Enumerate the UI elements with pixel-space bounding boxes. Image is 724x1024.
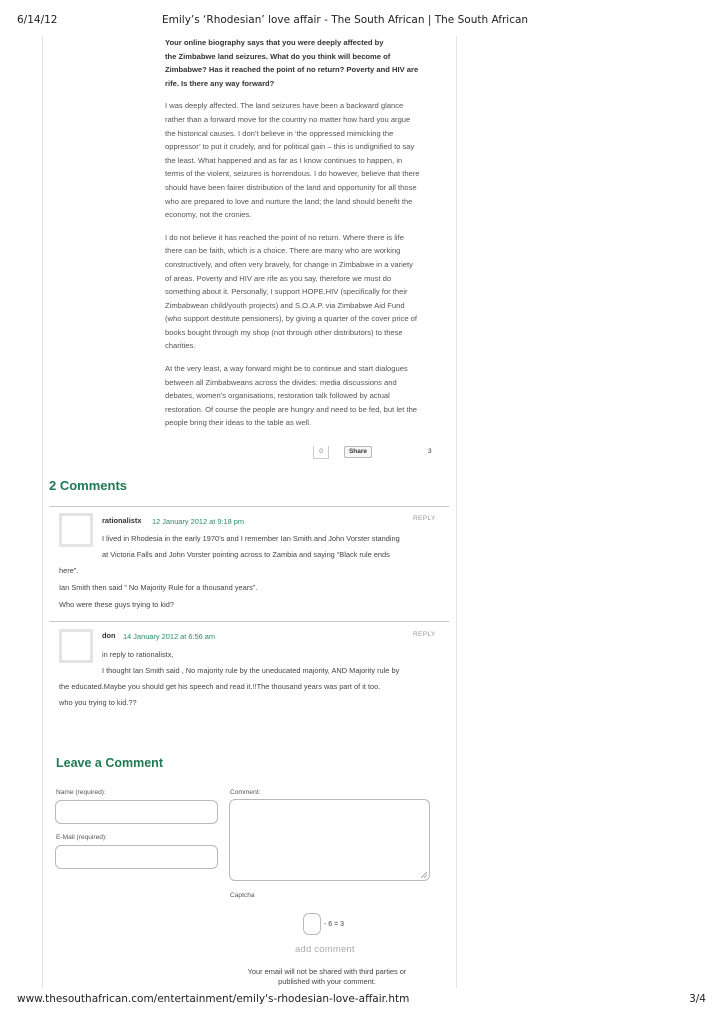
captcha-label: Captcha bbox=[230, 892, 255, 899]
answer-paragraph bbox=[165, 99, 443, 221]
comment-text-line: at Victoria Falls and John Vorster pointing across to Zambia and saying “Black rule ends bbox=[102, 550, 390, 559]
question-line: the Zimbabwe land seizures. What do you think will become of bbox=[165, 51, 391, 61]
reply-button[interactable]: REPLY bbox=[413, 631, 436, 638]
answer-paragraph bbox=[165, 362, 443, 430]
answer-line: the historical causes. I don’t believe in ‘the oppressed mimicking the bbox=[165, 128, 394, 138]
add-comment-button[interactable]: add comment bbox=[295, 944, 355, 955]
answer-line: Zimbabwean child/youth projects) and S.O.A.P. via Zimbabwe Aid Fund bbox=[165, 300, 405, 310]
answer-line: the least. What happened and as far as I know continues to happen, in bbox=[165, 155, 403, 165]
answer-line: (who support destitute pensioners), by giving a quarter of the cover price of bbox=[165, 314, 417, 324]
answer-line: terms of the violent, seizures is horrendous. I do however, believe that there bbox=[165, 169, 420, 179]
comment-text-line: here”. bbox=[59, 566, 79, 575]
answer-line: there can be faith, which is a choice. There are many who are working bbox=[165, 246, 401, 256]
captcha-equation: - 6 = 3 bbox=[324, 921, 345, 928]
share-button[interactable]: Share bbox=[344, 446, 372, 458]
answer-line: constructively, and often very bravely, for change in Zimbabwe in a variety bbox=[165, 259, 413, 269]
resize-grip-icon[interactable] bbox=[421, 872, 427, 878]
avatar bbox=[59, 629, 93, 663]
answer-line: I do not believe it has reached the point of no return. Where there is life bbox=[165, 232, 404, 242]
captcha-input[interactable] bbox=[303, 913, 321, 935]
answer-line: people bring their ideas to the table as well. bbox=[165, 418, 312, 428]
comment-date[interactable]: 14 January 2012 at 6:56 am bbox=[123, 632, 216, 641]
answer-line: restoration. Of course the people are hungry and need to be fed, but let the bbox=[165, 404, 418, 414]
email-label: E-Mail (required): bbox=[56, 834, 107, 841]
answer-line: who are prepared to love and nurture the land; the land should benefit the bbox=[165, 196, 413, 206]
name-input[interactable] bbox=[55, 800, 218, 824]
question-line: Your online biography says that you were deeply affected by bbox=[165, 38, 384, 47]
comment-text-line: Who were these guys trying to kid? bbox=[59, 600, 175, 609]
avatar bbox=[59, 513, 93, 547]
leave-comment-heading: Leave a Comment bbox=[56, 756, 163, 770]
privacy-line: published with your comment. bbox=[278, 976, 376, 986]
comment-text-line: Ian Smith then said ” No Majority Rule for a thousand years”. bbox=[59, 583, 258, 592]
comment-text-line: in reply to rationalistx, bbox=[102, 650, 174, 659]
reply-button[interactable]: REPLY bbox=[413, 515, 436, 522]
comment-textarea[interactable] bbox=[229, 799, 430, 881]
answer-line: something about it. Personally, I support HOPE.HIV (specifically for their bbox=[165, 287, 408, 297]
answer-paragraph bbox=[165, 231, 443, 353]
email-input[interactable] bbox=[55, 845, 218, 869]
answer-line: At the very least, a way forward might be to continue and start dialogues bbox=[165, 364, 408, 374]
privacy-note bbox=[236, 967, 418, 986]
interview-question bbox=[165, 36, 443, 90]
print-date: 6/14/12 bbox=[17, 14, 58, 26]
comment-label: Comment: bbox=[230, 789, 261, 796]
comment-text-line: I thought Ian Smith said , No majority rule by the uneducated majority, AND Majority rule by bbox=[102, 666, 400, 675]
answer-line: oppressor’ to put it crudely, and for political gain – this is undignified to say bbox=[165, 142, 415, 152]
answer-line: books bought through my shop (not through other distributors) to these bbox=[165, 327, 403, 337]
share-bar bbox=[0, 446, 724, 460]
content-right-border bbox=[456, 36, 457, 988]
answer-line: rather than a forward move for the country no matter how hard you argue bbox=[165, 114, 411, 124]
question-line: Zimbabwe? Has it reached the point of no return? Poverty and HIV are bbox=[165, 65, 419, 75]
share-count-box: 0 bbox=[313, 446, 329, 459]
comment-divider bbox=[49, 506, 449, 507]
comment-divider bbox=[49, 621, 449, 622]
share-number: 3 bbox=[428, 448, 432, 455]
print-page-title: Emily’s ‘Rhodesian’ love affair - The South African | The South African bbox=[162, 14, 529, 26]
answer-line: between all Zimbabweans across the divides: media discussions and bbox=[165, 377, 397, 387]
answer-line: should have been fairer distribution of the land and opportunity for all those bbox=[165, 182, 417, 192]
question-line: rife. Is there any way forward? bbox=[165, 78, 275, 88]
comment-text-line: who you trying to kid.?? bbox=[59, 698, 137, 707]
privacy-line: Your email will not be shared with third parties or bbox=[247, 967, 407, 976]
comment-author[interactable]: rationalistx bbox=[102, 516, 142, 525]
answer-line: charities. bbox=[165, 341, 196, 351]
answer-line: debates, women’s organisations, restoration talk followed by actual bbox=[165, 391, 390, 401]
comment-text-line: the educated.Maybe you should get his speech and read it.!!The thousand years was part of it too. bbox=[59, 682, 381, 691]
answer-line: of areas. Poverty and HIV are rife as you say, therefore we must do bbox=[165, 273, 392, 283]
answer-line: economy, not the cronies. bbox=[165, 210, 252, 220]
article-body bbox=[165, 36, 443, 439]
answer-line: I was deeply affected. The land seizures have been a backward glance bbox=[165, 101, 404, 111]
print-page-number: 3/4 bbox=[689, 993, 706, 1005]
content-left-border bbox=[42, 36, 43, 988]
comments-heading: 2 Comments bbox=[49, 478, 128, 493]
print-url: www.thesouthafrican.com/entertainment/emily's-rhodesian-love-affair.htm bbox=[17, 993, 410, 1005]
comment-text-line: I lived in Rhodesia in the early 1970’s and I remember Ian Smith and John Vorster standing bbox=[102, 534, 400, 543]
name-label: Name (required): bbox=[56, 789, 106, 796]
comment-date[interactable]: 12 January 2012 at 9:18 pm bbox=[152, 517, 245, 526]
comment-author[interactable]: don bbox=[102, 631, 116, 640]
